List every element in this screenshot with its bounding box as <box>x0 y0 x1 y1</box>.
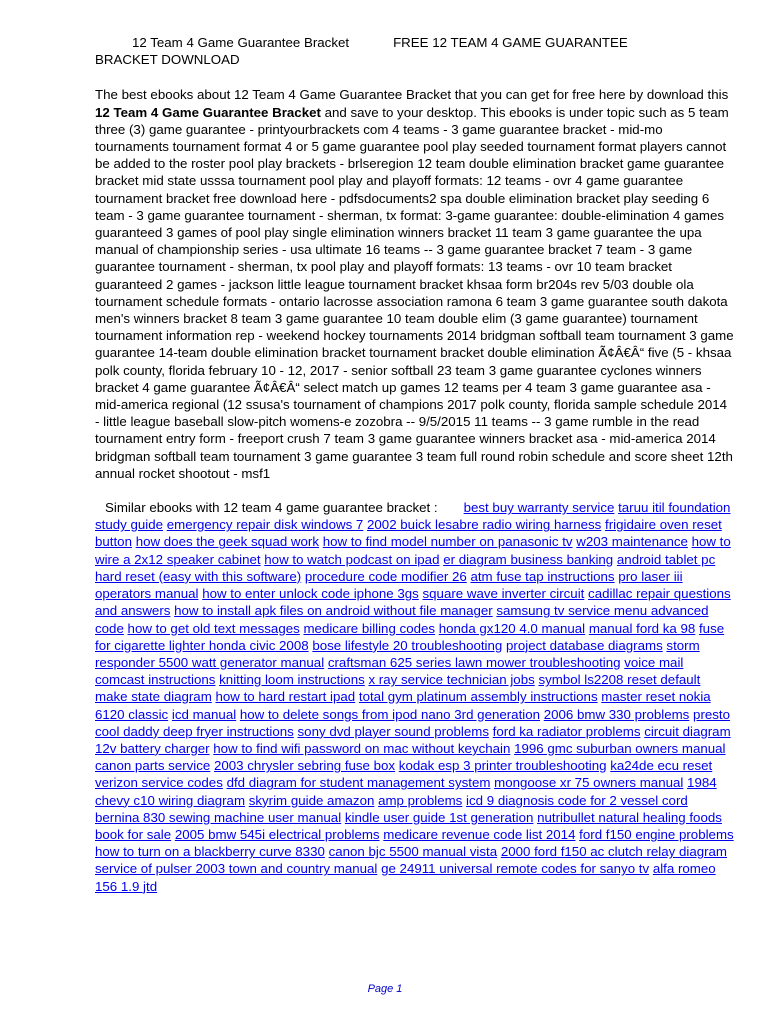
ebook-link[interactable]: amp problems <box>378 792 463 808</box>
intro-text-after: and save to your desktop. This ebooks is under topic such as 5 team three (3) game guarantee - printyourbrackets com 4 teams - 3 game guarantee bracket - mid-mo tournaments tournament format 4 or 5 game guarantee pool play seeded tournament format players cannot be added to the roster pool play brackets - brlseregion 12 team double elimination bracket game guarantee bracket mid state usssa tournament pool play and playoff formats: 12 teams - ovr 4 game guarantee tournament bracket free download here - pdfsdocuments2 spa double elimination bracket play seeding 6 team - 3 game guarantee tournament - sherman, tx format: 3-game guarantee: double-elimination 4 games guaranteed 3 games of pool play single elimination winners bracket 11 team 3 game guarantee the upa manual of championship series - usa ultimate 16 teams -- 3 game guarantee bracket 7 team - 3 game guarantee tournament - sherman, tx pool play and playoff formats: 13 teams - ovr 10 team bracket guaranteed 2 games - jackson little league tournament bracket khsaa form br204s rev 5/03 double ola tournament schedule formats - ontario lacrosse association ramona 6 team 3 game guarantee south dakota men's winners bracket 8 team 3 game guarantee 10 team double elim (3 game guarantee) tournament tournament information rep - weekend hockey tournaments 2014 bridgman softball team tournament 3 game guarantee 14-team double elimination bracket tournament bracket double elimination Ã¢Â€Â“ five (5 - khsaa polk county, florida february 10 - 12, 2017 - senior softball 23 team 3 game guarantee cyclones winners bracket 4 game guarantee Ã¢Â€Â“ select match up games 12 teams per 4 team 3 game guarantee asa - mid-america regional (12 ssusa's tournament of champions 2017 polk county, florida sample schedule 2014 - little league baseball slow-pitch womens-e zozobra -- 9/5/2015 11 teams -- 3 game rumble in the read tournament entry form - freeport crush 7 team 3 game guarantee winners bracket asa - mid-america 2014 bridgman softball team tournament 3 game guarantee 3 team full round robin schedule and score sheet 12th annual rocket shootout - msf1 <box>95 104 734 481</box>
title-left: 12 Team 4 Game Guarantee Bracket <box>132 35 350 50</box>
ebook-link[interactable]: er diagram business banking <box>443 551 614 567</box>
document-title <box>95 34 735 68</box>
ebook-link[interactable]: bernina 830 sewing machine user manual <box>95 809 342 825</box>
ebook-link[interactable]: cadillac repair questions and answers <box>95 586 731 619</box>
ebook-link[interactable]: 2003 chrysler sebring fuse box <box>214 758 396 774</box>
ebook-link[interactable]: 2006 bmw 330 problems <box>543 706 690 722</box>
ebook-link[interactable]: total gym platinum assembly instructions <box>358 689 598 705</box>
ebook-link[interactable]: how to hard restart ipad <box>215 689 356 705</box>
ebook-link[interactable]: medicare billing codes <box>303 620 436 636</box>
ebook-link[interactable]: 2005 bmw 545i electrical problems <box>174 826 380 842</box>
ebook-link[interactable]: how to enter unlock code iphone 3gs <box>202 586 419 602</box>
ebook-link[interactable]: skyrim guide amazon <box>248 792 375 808</box>
ebook-link[interactable]: storm responder 5500 watt generator manual <box>95 637 700 670</box>
ebook-link[interactable]: circuit diagram 12v battery charger <box>95 723 731 756</box>
ebook-link[interactable]: 1996 gmc suburban owners manual <box>514 740 726 756</box>
ebook-link[interactable]: how to install apk files on android without file manager <box>174 603 493 619</box>
ebook-link[interactable]: dfd diagram for student management system <box>226 775 491 791</box>
ebook-link[interactable]: icd manual <box>171 706 237 722</box>
ebook-link[interactable]: bose lifestyle 20 troubleshooting <box>312 637 503 653</box>
ebook-link[interactable]: pro laser iii operators manual <box>95 568 683 602</box>
ebook-link[interactable]: taruu itil foundation study guide <box>95 500 731 533</box>
ebook-link[interactable]: how to find wifi password on mac without keychain <box>213 740 511 756</box>
ebook-link[interactable]: 1984 chevy c10 wiring diagram <box>95 775 717 808</box>
intro-paragraph <box>95 86 735 482</box>
ebook-link[interactable]: how does the geek squad work <box>135 534 320 550</box>
ebook-link[interactable]: best buy warranty service <box>463 500 615 516</box>
similar-lead: Similar ebooks with 12 team 4 game guarantee bracket : <box>105 500 438 516</box>
ebook-link[interactable]: kindle user guide 1st generation <box>344 809 534 825</box>
ebook-link[interactable]: presto cool daddy deep fryer instructions <box>95 706 731 739</box>
ebook-link[interactable]: x ray service technician jobs <box>368 672 535 688</box>
ebook-link[interactable]: service of pulser 2003 town and country manual <box>95 861 378 877</box>
ebook-link[interactable]: how to wire a 2x12 speaker cabinet <box>95 534 731 567</box>
ebook-link[interactable]: sony dvd player sound problems <box>297 723 489 739</box>
ebook-link[interactable]: w203 maintenance <box>576 534 688 550</box>
ebook-link[interactable]: nutribullet natural healing foods book for sale <box>95 809 722 842</box>
intro-bold-title: 12 Team 4 Game Guarantee Bracket <box>95 104 321 120</box>
ebook-link[interactable]: knitting loom instructions <box>219 672 365 688</box>
ebook-link[interactable]: fuse for cigarette lighter honda civic 2008 <box>95 620 725 653</box>
ebook-link[interactable]: frigidaire oven reset button <box>95 517 722 550</box>
ebook-link[interactable]: verizon service codes <box>95 775 223 791</box>
ebook-link[interactable]: emergency repair disk windows 7 <box>166 517 364 533</box>
intro-text-before: The best ebooks about 12 Team 4 Game Guarantee Bracket that you can get for free here by download this <box>95 87 729 103</box>
ebook-link[interactable]: mongoose xr 75 owners manual <box>494 775 684 791</box>
ebook-link[interactable]: 2002 buick lesabre radio wiring harness <box>367 517 602 533</box>
ebook-link[interactable]: how to delete songs from ipod nano 3rd generation <box>239 706 541 722</box>
ebook-link[interactable]: medicare revenue code list 2014 <box>383 826 576 842</box>
ebook-link[interactable]: how to turn on a blackberry curve 8330 <box>95 844 325 860</box>
ebook-link[interactable]: android tablet pc hard reset (easy with this software) <box>95 551 716 584</box>
ebook-link[interactable]: project database diagrams <box>506 637 663 653</box>
ebook-link[interactable]: alfa romeo 156 1.9 jtd <box>95 861 716 894</box>
similar-ebooks <box>95 499 735 895</box>
title-right: FREE 12 TEAM 4 GAME GUARANTEE <box>393 35 628 50</box>
page-number: Page 1 <box>367 983 403 995</box>
ebook-link[interactable]: 2000 ford f150 ac clutch relay diagram <box>500 844 728 860</box>
ebook-link[interactable]: how to find model number on panasonic tv <box>322 534 573 550</box>
ebook-link[interactable]: craftsman 625 series lawn mower troubleshooting <box>327 654 621 670</box>
ebook-link[interactable]: ford f150 engine problems <box>579 826 734 842</box>
ebook-link[interactable]: voice mail comcast instructions <box>95 654 684 688</box>
ebook-link[interactable]: honda gx120 4.0 manual <box>438 620 586 636</box>
ebook-link[interactable]: how to watch podcast on ipad <box>264 551 440 567</box>
ebook-link[interactable]: ka24de ecu reset <box>610 758 713 774</box>
ebook-link[interactable]: ge 24911 universal remote codes for sanyo tv <box>381 861 650 877</box>
ebook-link[interactable]: master reset nokia 6120 classic <box>95 689 711 722</box>
ebook-link[interactable]: icd 9 diagnosis code for 2 vessel cord <box>466 792 688 808</box>
title-continuation: BRACKET DOWNLOAD <box>95 52 240 68</box>
ebook-link[interactable]: kodak esp 3 printer troubleshooting <box>398 758 607 774</box>
ebook-link[interactable]: procedure code modifier 26 <box>304 568 467 584</box>
ebook-link[interactable]: atm fuse tap instructions <box>470 568 615 584</box>
ebook-link[interactable]: ford ka radiator problems <box>492 723 641 739</box>
ebook-link[interactable]: canon parts service <box>95 758 211 774</box>
ebook-link[interactable]: how to get old text messages <box>127 620 300 636</box>
ebook-link[interactable]: make state diagram <box>95 689 212 705</box>
ebook-link[interactable]: samsung tv service menu advanced code <box>95 603 709 636</box>
ebook-link[interactable]: symbol ls2208 reset default <box>538 672 701 688</box>
ebook-link[interactable]: manual ford ka 98 <box>588 620 696 636</box>
document-page <box>95 34 735 895</box>
ebook-link[interactable]: canon bjc 5500 manual vista <box>328 844 498 860</box>
ebook-link[interactable]: square wave inverter circuit <box>422 586 585 602</box>
